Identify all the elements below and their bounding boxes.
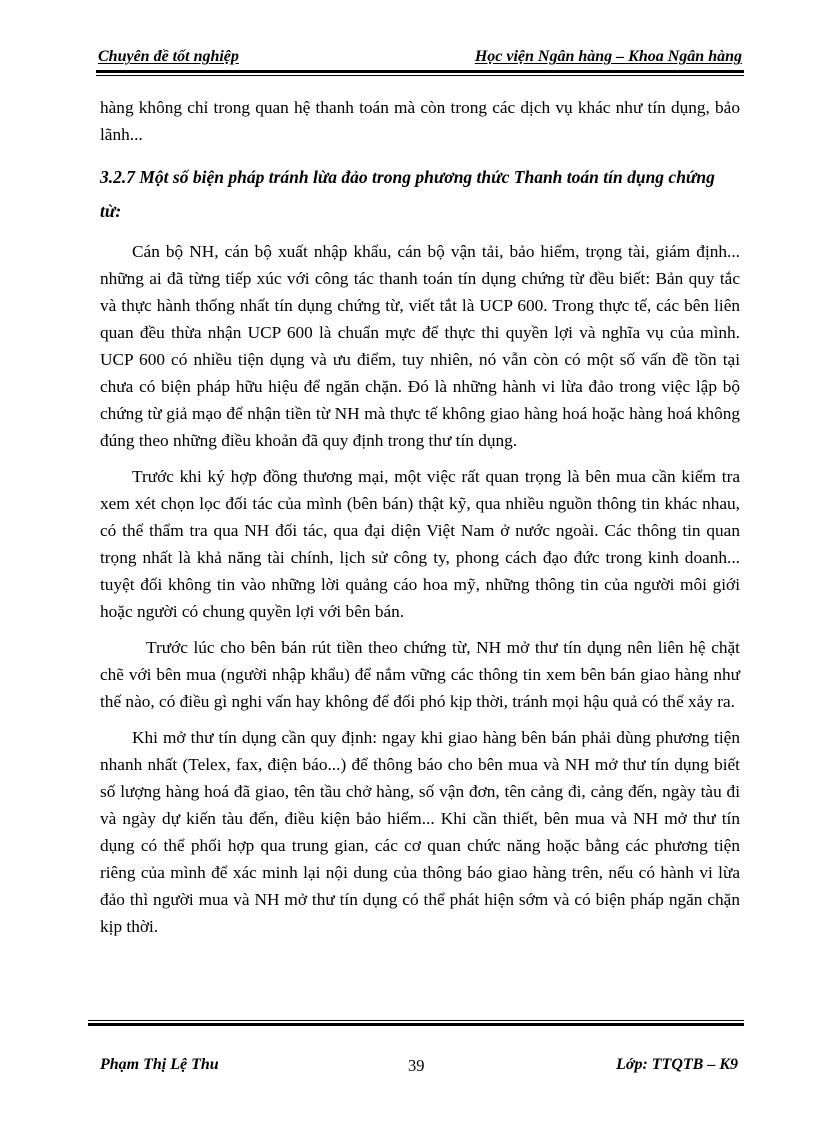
footer-class: Lớp: TTQTB – K9 [616, 1056, 738, 1073]
footer-rule-thick [88, 1023, 744, 1026]
paragraph-1: Cán bộ NH, cán bộ xuất nhập khẩu, cán bộ vận tải, bảo hiểm, trọng tài, giám định... những ai đã từng tiếp xúc với công tác thanh toán tín dụng chứng từ đều biết: Bản quy tắc và thực hành thống nhất tín dụng chứng từ, viết tắt là UCP 600. Trong thực tế, các bên liên quan đều thừa nhận UCP 600 là chuẩn mực để thực thi quyền lợi và nghĩa vụ của mình. UCP 600 có nhiều tiện dụng và ưu điểm, tuy nhiên, nó vẫn còn có một số vấn đề tồn tại chưa có biện pháp hữu hiệu để ngăn chặn. Đó là những hành vi lừa đảo trong việc lập bộ chứng từ giả mạo để nhận tiền từ NH mà thực tế không giao hàng hoá hoặc hàng hoá không đúng theo những điều khoản đã quy định trong thư tín dụng. [100, 242, 740, 450]
continuation-text: hàng không chỉ trong quan hệ thanh toán mà còn trong các dịch vụ khác như tín dụng, bảo lãnh... [100, 98, 740, 144]
header-right-title: Học viện Ngân hàng – Khoa Ngân hàng [474, 48, 742, 65]
page-header [96, 48, 744, 70]
footer-author: Phạm Thị Lệ Thu [100, 1056, 219, 1073]
paragraph-2: Trước khi ký hợp đồng thương mại, một việc rất quan trọng là bên mua cần kiểm tra xem xét chọn lọc đối tác của mình (bên bán) thật kỹ, qua nhiều nguồn thông tin khác nhau, có thể thẩm tra qua NH đối tác, qua đại diện Việt Nam ở nước ngoài. Các thông tin quan trọng nhất là khả năng tài chính, lịch sử công ty, phong cách đạo đức trong kinh doanh... tuyệt đối không tin vào những lời quảng cáo hoa mỹ, những thông tin của người môi giới hoặc người có chung quyền lợi với bên bán. [100, 467, 740, 621]
header-left-title: Chuyên đề tốt nghiệp [98, 48, 239, 65]
section-heading: 3.2.7 Một số biện pháp tránh lừa đảo trong phương thức Thanh toán tín dụng chứng từ: [100, 167, 715, 221]
header-rule-thick [96, 70, 744, 73]
paragraph-4: Khi mở thư tín dụng cần quy định: ngay khi giao hàng bên bán phải dùng phương tiện nhanh nhất (Telex, fax, điện báo...) để thông báo cho bên mua và NH mở thư tín dụng biết số lượng hàng hoá đã giao, tên tầu chở hàng, số vận đơn, tên cảng đi, cảng đến, ngày tàu đi và ngày dự kiến tàu đến, điều kiện bảo hiểm... Khi cần thiết, bên mua và NH mở thư tín dụng có thể phối hợp qua trung gian, các cơ quan chức năng hoặc bằng các phương tiện riêng của mình để xác minh lại nội dung của thông báo giao hàng trên, nếu có hành vi lừa đảo thì người mua và NH mở thư tín dụng có thể phát hiện sớm và có biện pháp ngăn chặn kịp thời. [100, 728, 740, 936]
page-number: 39 [408, 1056, 425, 1075]
page-footer [88, 1020, 744, 1080]
page-body [100, 94, 740, 949]
paragraph-3: Trước lúc cho bên bán rút tiền theo chứng từ, NH mở thư tín dụng nên liên hệ chặt chẽ với bên mua (người nhập khẩu) để nắm vững các thông tin xem bên bán giao hàng như thế nào, có điều gì nghi vấn hay không để đối phó kịp thời, tránh mọi hậu quả có thể xảy ra. [100, 638, 740, 711]
header-rule-thin [96, 75, 744, 76]
footer-rule-thin [88, 1020, 744, 1021]
